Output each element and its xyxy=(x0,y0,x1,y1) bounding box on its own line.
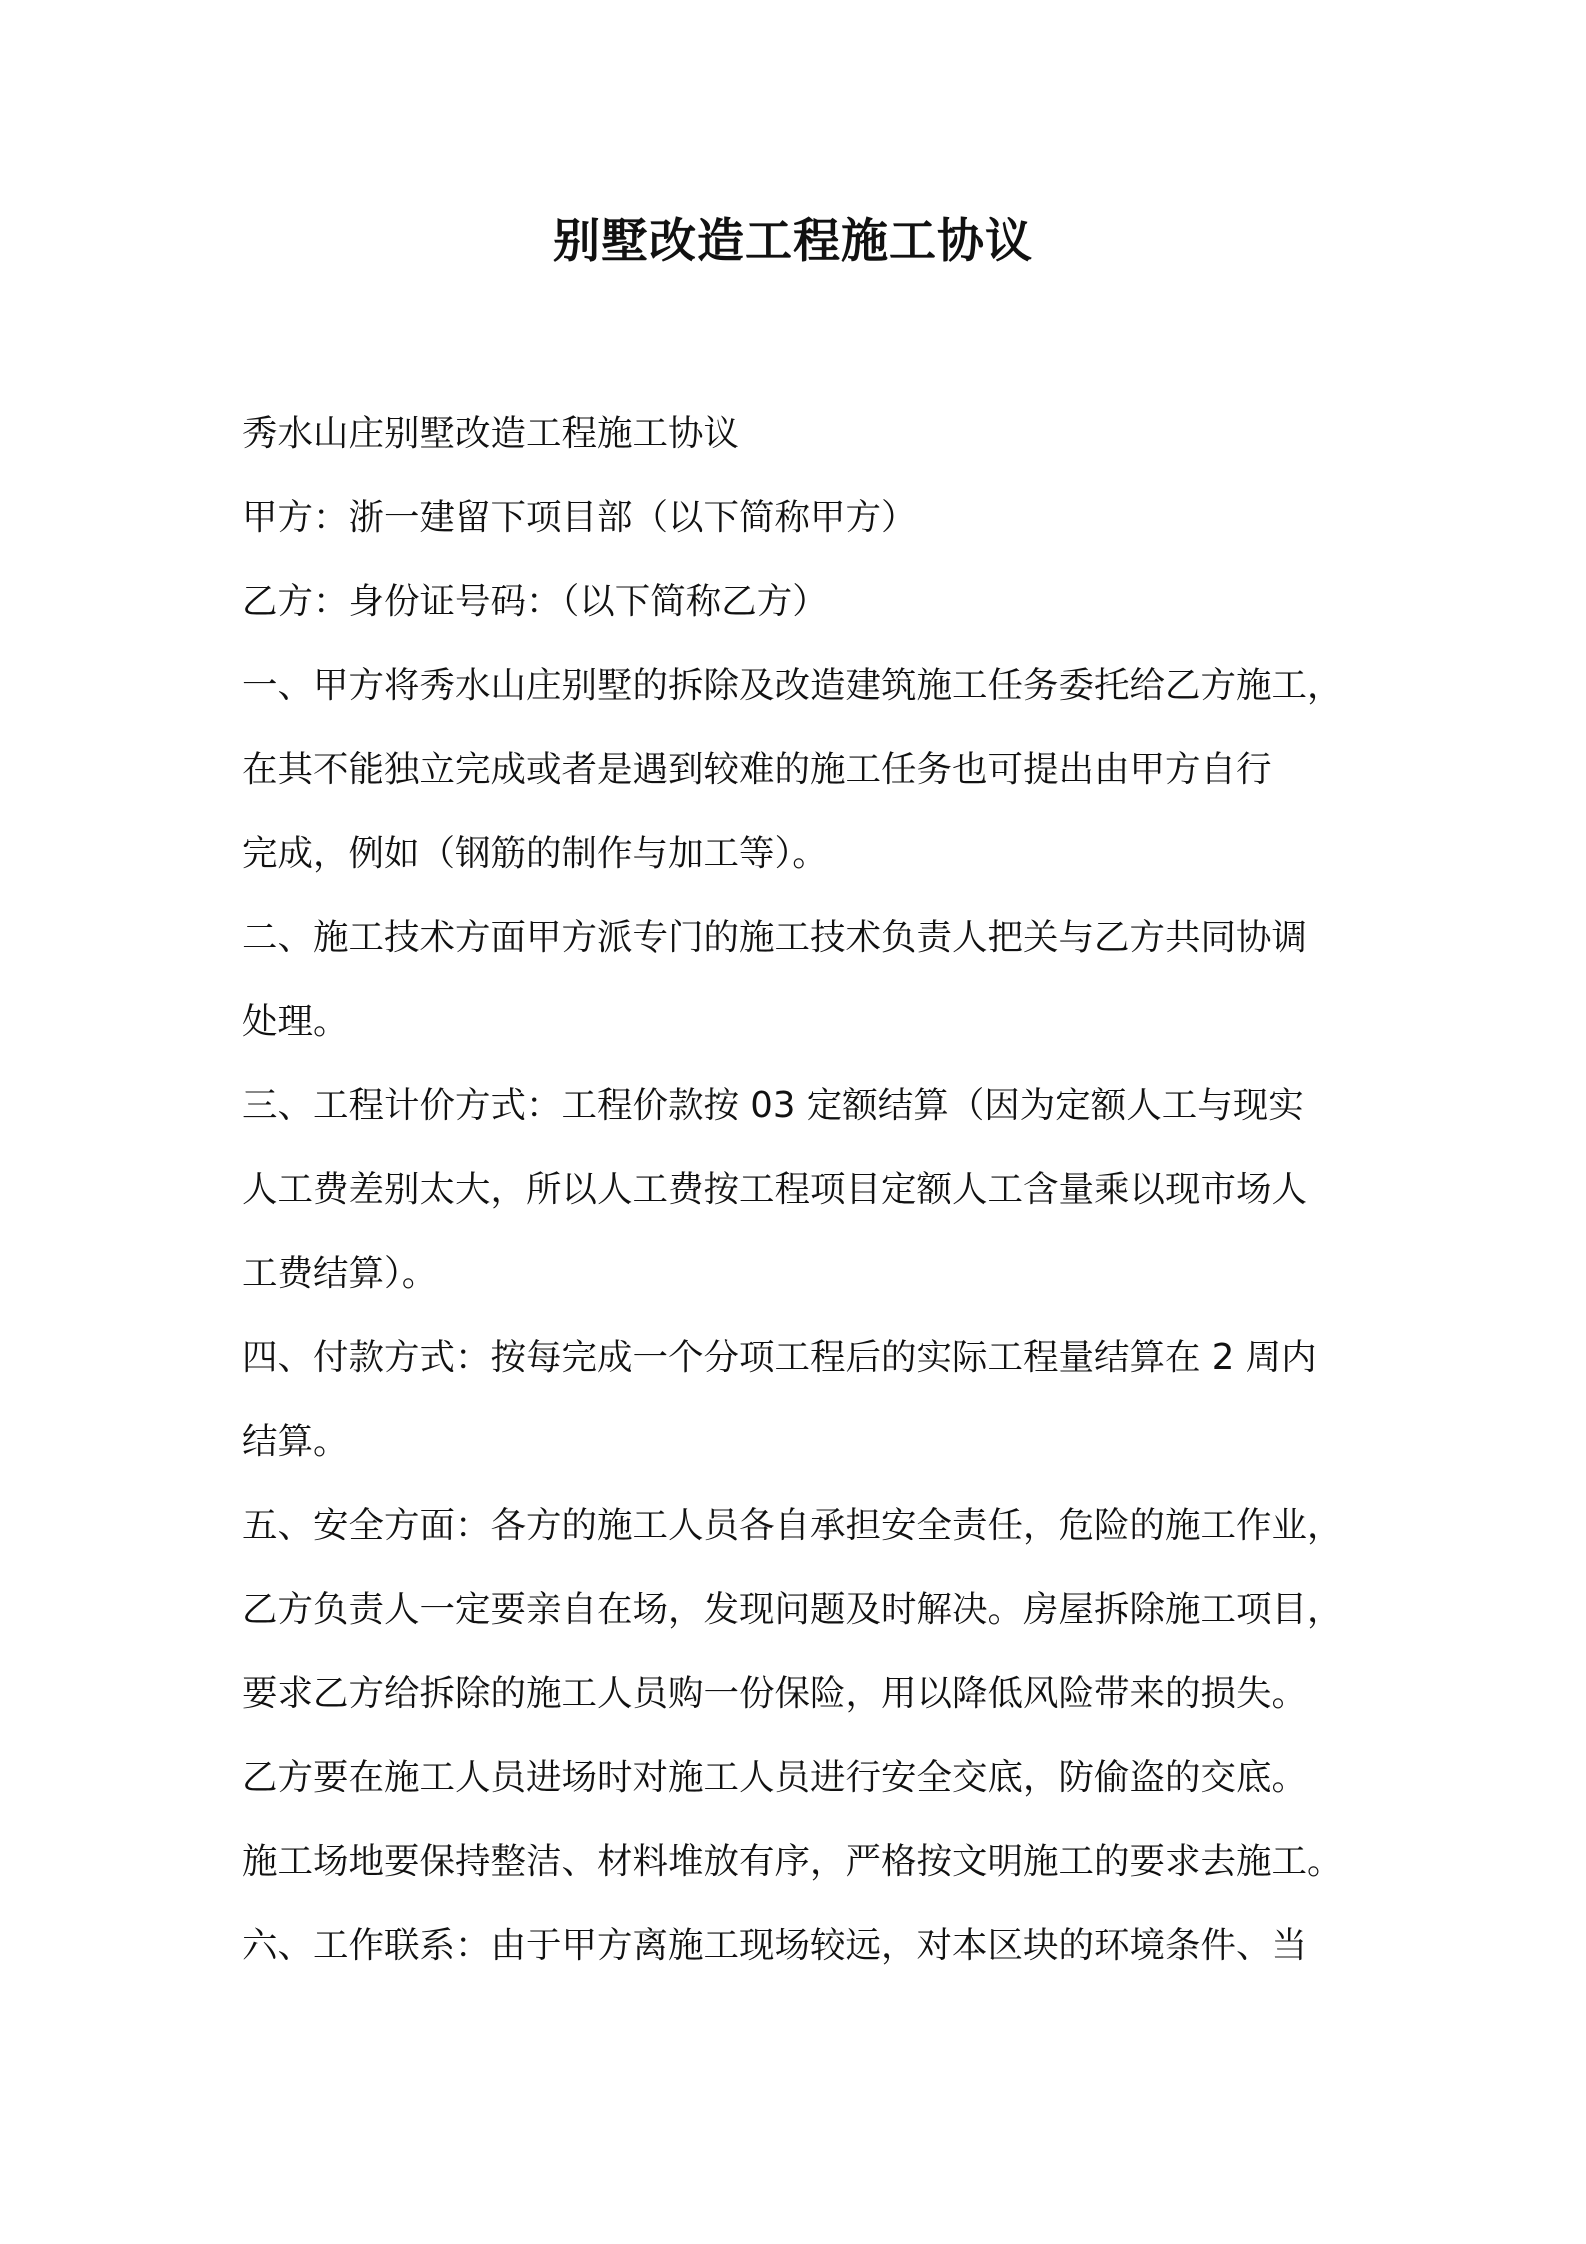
clause-1-line-2: 在其不能独立完成或者是遇到较难的施工任务也可提出由甲方自行 xyxy=(242,749,1272,790)
clause-5-line-4: 乙方要在施工人员进场时对施工人员进行安全交底，防偷盗的交底。 xyxy=(242,1757,1308,1798)
clause-4-line-2: 结算。 xyxy=(242,1421,349,1462)
line-party-b: 乙方：身份证号码：（以下简称乙方） xyxy=(242,581,828,622)
clause-3-line-3: 工费结算）。 xyxy=(242,1253,438,1294)
document-title: 别墅改造工程施工协议 xyxy=(553,214,1033,269)
line-subtitle: 秀水山庄别墅改造工程施工协议 xyxy=(242,413,740,454)
clause-2-line-1: 二、施工技术方面甲方派专门的施工技术负责人把关与乙方共同协调 xyxy=(242,917,1308,958)
line-party-a: 甲方：浙一建留下项目部（以下简称甲方） xyxy=(242,497,917,538)
clause-1-line-3: 完成，例如（钢筋的制作与加工等）。 xyxy=(242,833,828,874)
clause-6-line-1: 六、工作联系：由于甲方离施工现场较远，对本区块的环境条件、当 xyxy=(242,1925,1308,1966)
clause-5-line-1: 五、安全方面：各方的施工人员各自承担安全责任，危险的施工作业， xyxy=(242,1505,1343,1546)
clause-5-line-3: 要求乙方给拆除的施工人员购一份保险，用以降低风险带来的损失。 xyxy=(242,1673,1308,1714)
clause-2-line-2: 处理。 xyxy=(242,1001,349,1042)
clause-3-line-2: 人工费差别太大，所以人工费按工程项目定额人工含量乘以现市场人 xyxy=(242,1169,1308,1210)
clause-5-line-2: 乙方负责人一定要亲自在场，发现问题及时解决。房屋拆除施工项目， xyxy=(242,1589,1343,1630)
clause-4-line-1: 四、付款方式：按每完成一个分项工程后的实际工程量结算在 2 周内 xyxy=(242,1337,1317,1378)
clause-5-line-5: 施工场地要保持整洁、材料堆放有序，严格按文明施工的要求去施工。 xyxy=(242,1841,1343,1882)
clause-1-line-1: 一、甲方将秀水山庄别墅的拆除及改造建筑施工任务委托给乙方施工， xyxy=(242,665,1343,706)
clause-3-line-1: 三、工程计价方式：工程价款按 03 定额结算（因为定额人工与现实 xyxy=(242,1085,1304,1126)
